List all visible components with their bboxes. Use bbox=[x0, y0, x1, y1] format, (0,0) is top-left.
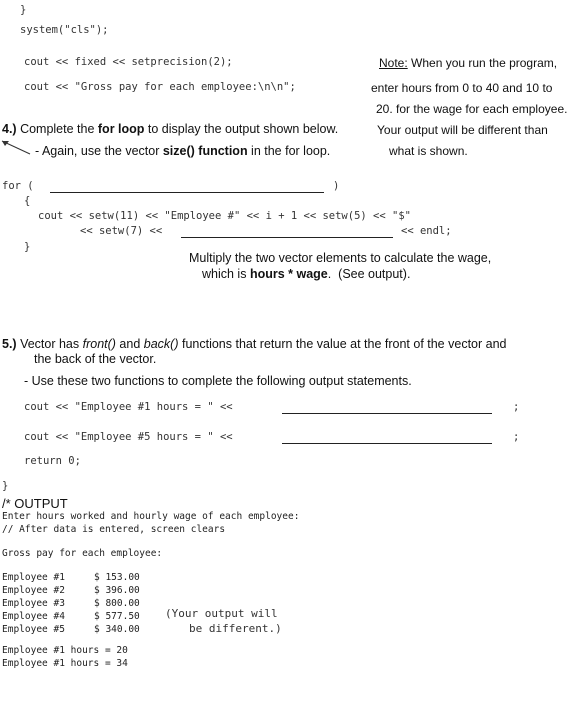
note-line-1-text: When you run the program, bbox=[407, 56, 558, 70]
output-employee-label: Employee #1 bbox=[2, 572, 65, 583]
code-for-close-paren: ) bbox=[333, 180, 340, 192]
step4-text-post: to display the output shown below. bbox=[144, 122, 339, 136]
step4-text-bold: for loop bbox=[97, 122, 145, 136]
step5-number: 5.) bbox=[2, 337, 17, 351]
output-hours-2: Employee #1 hours = 34 bbox=[2, 658, 128, 669]
code-setw7: << setw(7) << bbox=[80, 225, 163, 237]
step4-sub-pre: - Again, use the vector bbox=[35, 144, 163, 158]
multiply-note-post: . (See output). bbox=[327, 267, 411, 281]
step5-back: back() bbox=[143, 337, 179, 351]
step5-front: front() bbox=[82, 337, 116, 351]
note-line-2: enter hours from 0 to 40 and 10 to bbox=[371, 81, 553, 95]
output-employee-amount: $ 153.00 bbox=[94, 572, 140, 583]
code-gross-line: cout << "Gross pay for each employee:\n\n"; bbox=[24, 81, 296, 93]
step5-text-pre: Vector has bbox=[16, 337, 83, 351]
multiply-note-pre: which is bbox=[202, 267, 250, 281]
step4-text-pre: Complete the bbox=[16, 122, 98, 136]
step5-text-post: functions that return the value at the front of the vector and bbox=[178, 337, 507, 351]
code-fixed-line: cout << fixed << setprecision(2); bbox=[24, 56, 233, 68]
output-employee-amount: $ 800.00 bbox=[94, 598, 140, 609]
step5-and: and bbox=[115, 337, 144, 351]
step4-sub-post: in the for loop. bbox=[247, 144, 331, 158]
output-employee-label: Employee #4 bbox=[2, 611, 65, 622]
code-system-cls: system("cls"); bbox=[20, 24, 109, 36]
step4-sub-instruction bbox=[35, 144, 330, 158]
step5-instruction bbox=[2, 337, 506, 351]
note-line-4: Your output will be different than bbox=[377, 123, 548, 137]
output-line-1: Enter hours worked and hourly wage of each employee: bbox=[2, 511, 300, 522]
code-for-open: for ( bbox=[2, 180, 34, 192]
for-condition-blank[interactable] bbox=[50, 192, 324, 193]
wage-calc-blank[interactable] bbox=[181, 237, 393, 238]
multiply-note-line-2 bbox=[202, 267, 410, 281]
step5-instruction-line-2: the back of the vector. bbox=[34, 352, 157, 366]
output-employee-amount: $ 340.00 bbox=[94, 624, 140, 635]
code-closing-brace: } bbox=[20, 4, 27, 16]
note-line-3: 20. for the wage for each employee. bbox=[376, 102, 568, 116]
note-line-5: what is shown. bbox=[389, 144, 468, 158]
output-hours-1: Employee #1 hours = 20 bbox=[2, 645, 128, 656]
code-semicolon-1: ; bbox=[513, 401, 520, 413]
multiply-note-line-1: Multiply the two vector elements to calculate the wage, bbox=[189, 251, 492, 265]
pointer-arrow-icon bbox=[0, 138, 34, 158]
code-main-close-brace: } bbox=[2, 480, 9, 492]
output-employee-amount: $ 577.50 bbox=[94, 611, 140, 622]
output-employee-amount: $ 396.00 bbox=[94, 585, 140, 596]
step5-sub-instruction: - Use these two functions to complete the following output statements. bbox=[24, 374, 412, 388]
note-line-1 bbox=[379, 56, 557, 70]
note-label: Note: bbox=[379, 56, 408, 70]
code-cout-employee5: cout << "Employee #5 hours = " << bbox=[24, 431, 233, 443]
step4-instruction bbox=[2, 122, 338, 136]
output-employee-label: Employee #5 bbox=[2, 624, 65, 635]
code-cout-setw-line: cout << setw(11) << "Employee #" << i + 1 << setw(5) << "$" bbox=[38, 210, 411, 222]
output-employee-label: Employee #2 bbox=[2, 585, 65, 596]
output-header: /* OUTPUT bbox=[2, 496, 68, 511]
code-cout-employee1: cout << "Employee #1 hours = " << bbox=[24, 401, 233, 413]
back-blank[interactable] bbox=[282, 443, 492, 444]
step4-number: 4.) bbox=[2, 122, 17, 136]
code-return: return 0; bbox=[24, 455, 81, 467]
multiply-note-bold: hours * wage bbox=[249, 267, 328, 281]
code-for-open-brace: { bbox=[24, 195, 31, 207]
output-aside-line-1: (Your output will bbox=[165, 607, 278, 620]
output-aside-line-2: be different.) bbox=[189, 622, 282, 635]
code-semicolon-2: ; bbox=[513, 431, 520, 443]
front-blank[interactable] bbox=[282, 413, 492, 414]
code-endl: << endl; bbox=[401, 225, 452, 237]
output-line-2: // After data is entered, screen clears bbox=[2, 524, 226, 535]
step4-sub-bold: size() function bbox=[162, 144, 248, 158]
output-employee-label: Employee #3 bbox=[2, 598, 65, 609]
code-for-close-brace: } bbox=[24, 241, 31, 253]
output-gross: Gross pay for each employee: bbox=[2, 548, 163, 559]
